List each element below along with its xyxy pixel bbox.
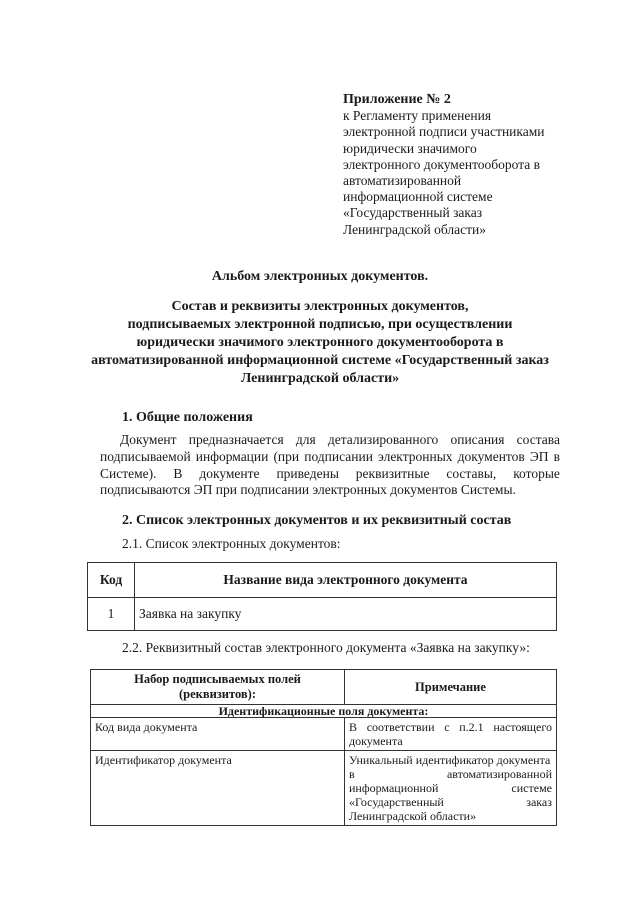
appendix-line: к Регламенту применения [343,108,492,124]
document-title-line: Состав и реквизиты электронных документов, [171,299,469,314]
word: (при [273,448,300,464]
note-line [349,809,552,823]
note-line [349,734,552,748]
table-header-row [88,563,557,598]
note-line [349,753,552,767]
word: информации [195,448,269,464]
word: ЭП [529,448,549,464]
appendix-line: информационной системе [343,189,493,205]
note-line [349,767,552,781]
word: документа [349,734,403,748]
word: документе [199,465,260,481]
document-title-line: автоматизированной информационной системе «Государственный заказ [91,353,549,368]
cell-field: Код вида документа [91,718,345,751]
appendix-line: Ленинградской области» [343,221,486,237]
word: в [349,767,355,781]
subsection-2-2: 2.2. Реквизитный состав электронного документа «Заявка на закупку»: [122,640,530,655]
table-row [91,751,557,826]
table-row [91,718,557,751]
word: которые [513,465,560,481]
document-title [80,298,560,388]
document-list-table [87,562,557,631]
word: составы, [446,465,497,481]
word: реквизитные [355,465,430,481]
word: Документ [120,432,177,447]
word: состава [516,432,560,447]
note-line [349,781,552,795]
document-title-line: юридически значимого электронного документооборота в [136,335,504,350]
cell-field: Идентификатор документа [91,751,345,826]
paragraph-line [100,482,560,499]
column-header-fields: Набор подписываемых полей (реквизитов): [91,670,345,705]
word: Системе). [100,465,157,481]
word: приведены [276,465,339,481]
word: автоматизированной [446,767,552,781]
column-header-note: Примечание [345,670,557,705]
word: Ленинградской области» [349,809,477,823]
table-section-row [91,705,557,718]
word: соответствии [366,720,435,734]
word: описания [450,432,505,447]
document-title-line: Ленинградской области» [240,371,400,386]
word: в [553,448,560,464]
cell-name: Заявка на закупку [135,598,557,631]
note-line [349,795,552,809]
word: подписываются ЭП при подписании электронных документов Системы. [100,482,516,498]
word: Уникальный идентификатор документа [349,753,551,767]
section-2-heading: 2. Список электронных документов и их реквизитный состав [122,513,512,528]
word: информационной [349,781,439,795]
column-header-code: Код [88,563,135,598]
section-row-label: Идентификационные поля документа: [91,705,557,718]
appendix-heading: Приложение № 2 [343,92,451,107]
table-row [88,598,557,631]
word: системе [511,781,552,795]
subsection-2-1: 2.1. Список электронных документов: [122,536,341,551]
word: настоящего [493,720,552,734]
appendix-line: электронной подписи участниками [343,124,545,140]
word: предназначается [188,432,284,447]
cell-code: 1 [88,598,135,631]
word: В [349,720,358,734]
album-title: Альбом электронных документов. [211,269,429,284]
word: с [444,720,450,734]
document-title-line: подписываемых электронной подписью, при осуществлении [127,317,513,332]
note-line [349,720,552,734]
word: В [173,465,183,481]
appendix-line: юридически значимого [343,140,477,156]
cell-note [345,718,557,751]
section-1-heading: 1. Общие положения [122,410,253,425]
word: «Государственный [349,795,444,809]
paragraph-line [100,449,560,466]
paragraph-line [100,432,560,449]
appendix-line: автоматизированной [343,173,462,189]
cell-note [345,751,557,826]
requisites-table [90,669,557,826]
appendix-block [343,92,573,238]
column-header-name: Название вида электронного документа [135,563,557,598]
paragraph-line [100,466,560,483]
word: п.2.1 [459,720,484,734]
word: детализированного [327,432,439,447]
word: заказ [526,795,552,809]
table-header-row [91,670,557,705]
word: электронных [378,448,453,464]
word: для [295,432,316,447]
section-1-paragraph [100,432,560,499]
word: подписании [304,448,373,464]
appendix-line: «Государственный заказ [343,205,483,221]
word: подписываемой [100,448,191,464]
appendix-line: электронного документооборота в [343,156,541,172]
word: документов [457,448,525,464]
